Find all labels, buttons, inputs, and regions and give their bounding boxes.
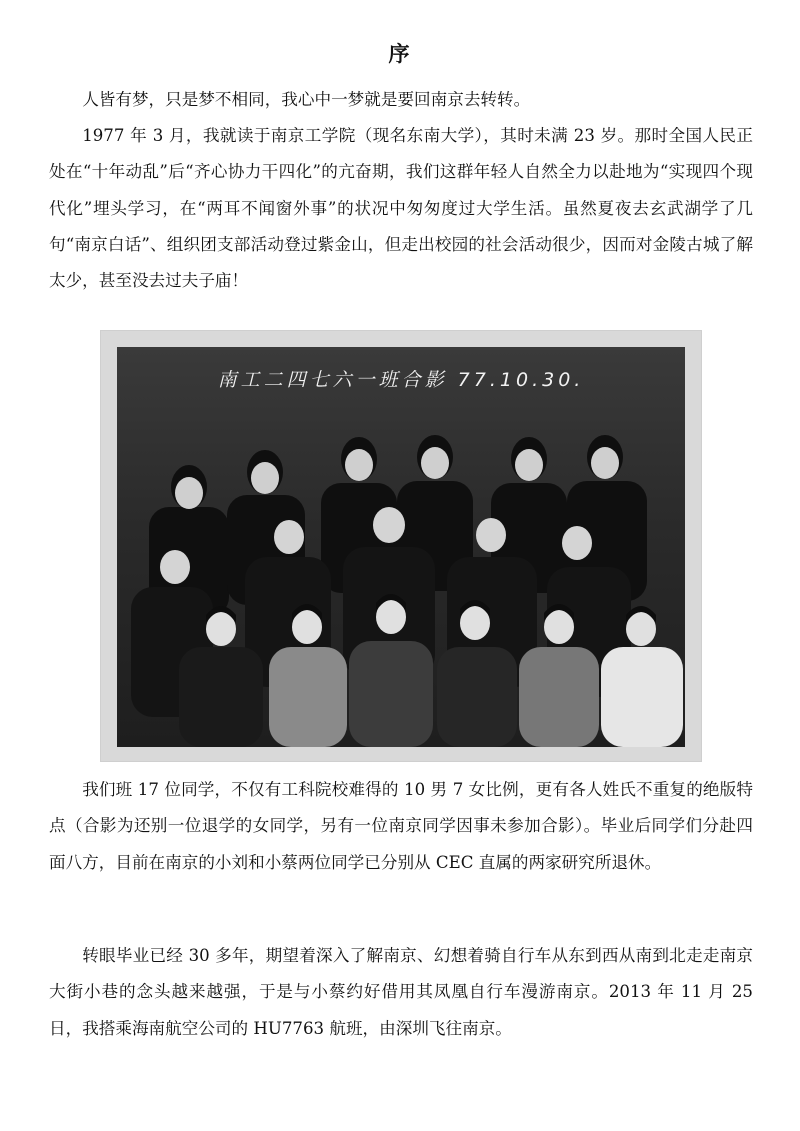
page-title: 序 bbox=[388, 41, 412, 66]
paragraph-classmates: 我们班 17 位同学，不仅有工科院校难得的 10 男 7 女比例，更有各人姓氏不重复的绝版特点（合影为还别一位退学的女同学，另有一位南京同学因事未参加合影）。毕业后同学们分赴四面八方，目前在南京的小刘和小蔡两位同学已分别从 CEC 直属的两家研究所退休。 bbox=[49, 780, 753, 872]
paragraph-college: 1977 年 3 月，我就读于南京工学院（现名东南大学），其时未满 23 岁。那时全国人民正处在“十年动乱”后“齐心协力干四化”的亢奋期，我们这群年轻人自然全力以赴地为“实现四个现代化”埋头学习，在“两耳不闻窗外事”的状况中匆匆度过大学生活。虽然夏夜去玄武湖学了几句“南京白话”、组织团支部活动登过紫金山，但走出校园的社会活动很少，因而对金陵古城了解太少，甚至没去过夫子庙！ bbox=[49, 126, 753, 291]
photo-caption: 南工二四七六一班合影 77.10.30. bbox=[217, 369, 585, 391]
paragraph-intro: 人皆有梦，只是梦不相同，我心中一梦就是要回南京去转转。 bbox=[82, 90, 531, 109]
class-photo bbox=[117, 347, 685, 747]
class-photo-figures bbox=[117, 347, 685, 747]
paragraph-trip: 转眼毕业已经 30 多年，期望着深入了解南京、幻想着骑自行车从东到西从南到北走走南京大街小巷的念头越来越强，于是与小蔡约好借用其凤凰自行车漫游南京。2013 年 11 月 25 日，我搭乘海南航空公司的 HU7763 航班，由深圳飞往南京。 bbox=[49, 946, 753, 1038]
class-photo-frame bbox=[101, 331, 701, 761]
